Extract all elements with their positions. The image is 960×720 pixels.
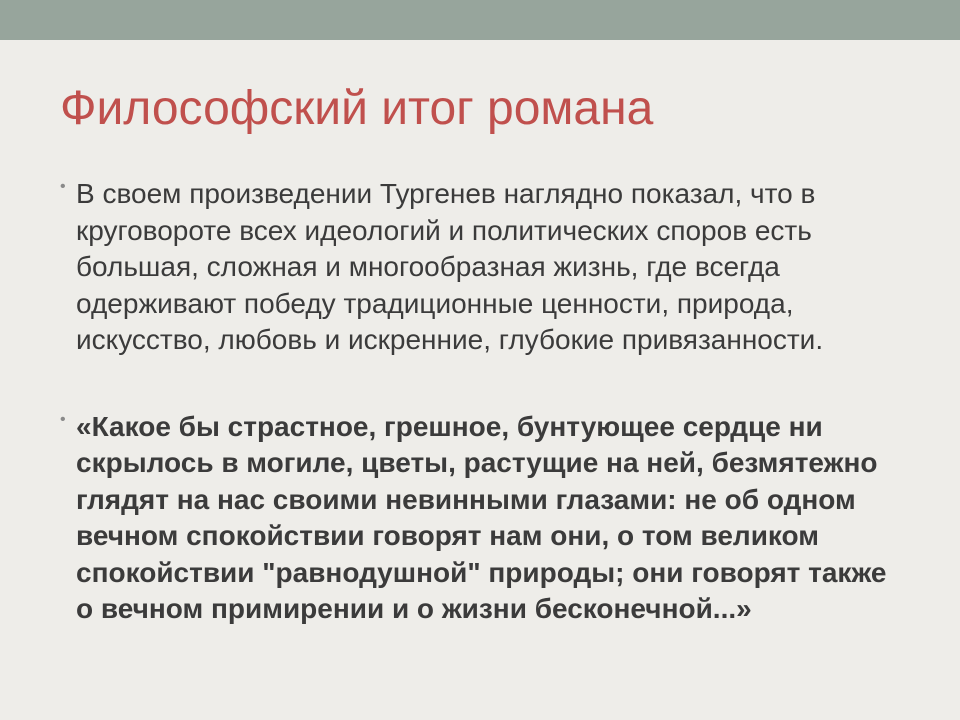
bullet-text-quote: «Какое бы страстное, грешное, бунтующее сердце ни скрылось в могиле, цветы, растущие на ней, безмятежно глядят на нас своими невинными глазами: не об одном вечном спокойствии говорят нам они, о том великом спокойствии "равнодушной" природы; они говорят также о вечном примирении и о жизни бесконечной...» — [76, 410, 887, 624]
bullet-dot-icon: • — [60, 178, 66, 195]
slide-title: Философский итог романа — [60, 82, 654, 135]
bullet-item-summary — [60, 176, 905, 359]
top-accent-bar — [0, 0, 960, 40]
bullet-item-quote — [60, 409, 905, 628]
bullet-text-summary: В своем произведении Тургенев наглядно показал, что в круговороте всех идеологий и политических споров есть большая, сложная и многообразная жизнь, где всегда одерживают победу традиционные ценности, природа, искусство, любовь и искренние, глубокие привязанности. — [76, 178, 824, 355]
bullet-list — [60, 176, 905, 628]
bullet-dot-icon: • — [60, 410, 66, 428]
